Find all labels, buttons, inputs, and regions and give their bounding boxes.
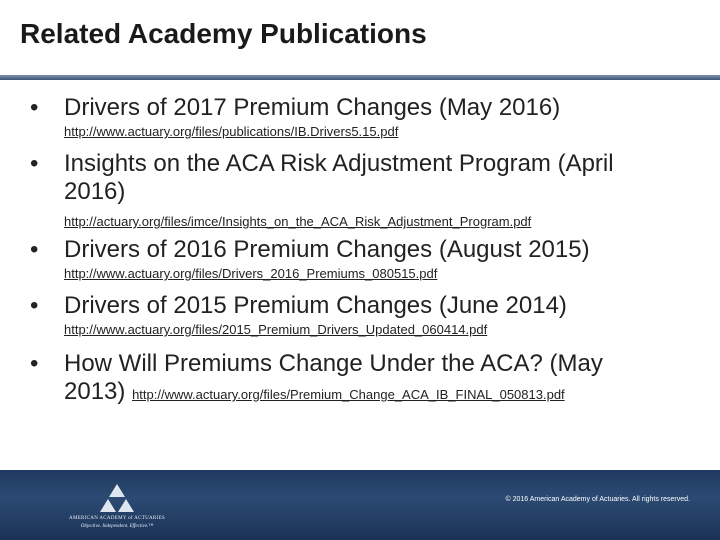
- publication-title: Drivers of 2015 Premium Changes (June 2014): [64, 292, 567, 319]
- copyright-notice: © 2016 American Academy of Actuaries. All rights reserved.: [505, 496, 690, 503]
- title-divider: [0, 75, 720, 80]
- logo-name: AMERICAN ACADEMY of ACTUARIES: [69, 516, 165, 521]
- publication-link[interactable]: http://actuary.org/files/imce/Insights_on_the_ACA_Risk_Adjustment_Program.pdf: [64, 214, 532, 229]
- publication-title-line1: Insights on the ACA Risk Adjustment Program (April: [64, 150, 614, 177]
- bullet-marker: •: [30, 94, 39, 121]
- academy-logo: [62, 482, 172, 532]
- bullet-marker: •: [30, 150, 39, 177]
- triangle-logo-icon: [62, 482, 172, 514]
- list-item: [30, 236, 680, 281]
- publication-link[interactable]: http://www.actuary.org/files/publications/IB.Drivers5.15.pdf: [64, 124, 399, 139]
- bullet-marker: •: [30, 292, 39, 319]
- publication-link[interactable]: http://www.actuary.org/files/Premium_Change_ACA_IB_FINAL_050813.pdf: [132, 387, 565, 402]
- publication-title-line2: 2013): [64, 378, 126, 405]
- publication-title: Drivers of 2017 Premium Changes (May 2016): [64, 94, 561, 121]
- slide-title: Related Academy Publications: [20, 18, 427, 49]
- footer-bar: [0, 470, 720, 540]
- list-item: [30, 150, 680, 229]
- publication-title-line2-with-link: [64, 378, 680, 409]
- bullet-marker: •: [30, 236, 39, 263]
- bullet-marker: •: [30, 350, 39, 377]
- logo-tagline: Objective. Independent. Effective.™: [80, 524, 154, 529]
- list-item: [30, 350, 680, 409]
- list-item: [30, 94, 680, 139]
- publication-title: Drivers of 2016 Premium Changes (August 2015): [64, 236, 590, 263]
- publication-link[interactable]: http://www.actuary.org/files/2015_Premium_Drivers_Updated_060414.pdf: [64, 322, 488, 337]
- publication-title-line1: How Will Premiums Change Under the ACA? (May: [64, 350, 603, 377]
- publication-title-line2: 2016): [64, 178, 126, 205]
- publication-link[interactable]: http://www.actuary.org/files/Drivers_2016_Premiums_080515.pdf: [64, 266, 438, 281]
- list-item: [30, 292, 680, 337]
